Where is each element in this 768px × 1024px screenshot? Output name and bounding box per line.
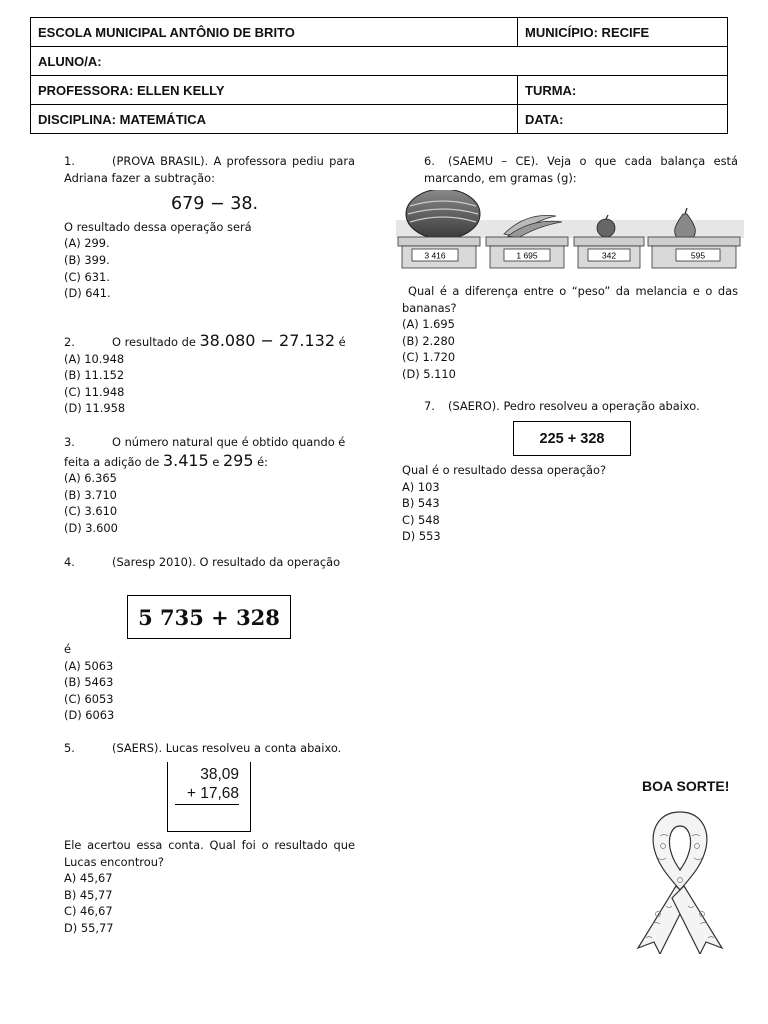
option: (C) 6053 [64, 691, 114, 706]
option: (C) 1.720 [402, 350, 456, 365]
question-2-expression: 38.080 − 27.132 [199, 331, 336, 350]
question-3-stem-cont: feita a adição de 3.415 e 295 é: [64, 450, 269, 470]
option: (A) 10.948 [64, 351, 125, 366]
question-1-stem: 1. (PROVA BRASIL). A professora pediu para Adriana fazer a subtração: [64, 154, 355, 185]
school-name: ESCOLA MUNICIPAL ANTÔNIO DE BRITO [31, 18, 518, 47]
subject-field: DISCIPLINA: MATEMÁTICA [31, 105, 518, 134]
option: (C) 3.610 [64, 504, 118, 519]
option: (A) 5063 [64, 658, 114, 673]
question-3 [64, 434, 355, 537]
option: (B) 5463 [64, 675, 114, 690]
option: (C) 631. [64, 269, 110, 284]
question-5-stem: 5. (SAERS). Lucas resolveu a conta abaixo. [64, 741, 342, 755]
question-7 [424, 398, 738, 415]
option: (A) 299. [64, 236, 110, 251]
question-1 [64, 153, 355, 302]
question-6-prompt: Qual é a diferença entre o “peso” da melancia e o das bananas? [402, 284, 738, 315]
question-3-stem: 3. O número natural que é obtido quando é [64, 435, 346, 449]
scale-1 [398, 237, 480, 268]
question-4 [64, 554, 355, 571]
question-5-calculation [172, 765, 239, 805]
option: (A) 1.695 [402, 317, 455, 332]
option: C) 46,67 [64, 904, 113, 919]
question-6 [424, 153, 738, 186]
option: (D) 5.110 [402, 366, 456, 381]
option: (B) 11.152 [64, 368, 125, 383]
student-field: ALUNO/A: [31, 47, 728, 76]
watermelon-icon [406, 190, 480, 239]
option: (A) 6.365 [64, 471, 117, 486]
apple-icon [597, 215, 615, 237]
option: D) 55,77 [64, 920, 114, 935]
question-3-value-1: 3.415 [162, 450, 209, 470]
option: (D) 6063 [64, 708, 115, 723]
scales-illustration [396, 190, 744, 274]
question-5-answers [64, 837, 355, 937]
closing-message: BOA SORTE! [642, 778, 730, 794]
question-2-stem: 2. O resultado de 38.080 − 27.132 é [64, 331, 346, 350]
question-4-expression: 5 735 + 328 [138, 604, 280, 630]
puzzle-ribbon-icon [630, 806, 730, 954]
question-4-stem: 4. (Saresp 2010). O resultado da operação [64, 555, 341, 569]
scale-3 [574, 237, 644, 268]
option: (B) 3.710 [64, 487, 117, 502]
option: A) 45,67 [64, 871, 113, 886]
question-4-prompt: é [64, 642, 72, 656]
header-table [30, 17, 728, 134]
date-field: DATA: [518, 105, 728, 134]
question-7-expression: 225 + 328 [539, 430, 605, 447]
question-1-prompt: O resultado dessa operação será [64, 219, 252, 234]
teacher-field: PROFESSORA: ELLEN KELLY [31, 76, 518, 105]
question-4-expression-box [127, 595, 291, 639]
question-5 [64, 740, 355, 757]
calc-line-1: 38,09 [200, 766, 239, 783]
option: (B) 399. [64, 252, 110, 267]
question-2 [64, 333, 355, 417]
municipio-field: MUNICÍPIO: RECIFE [518, 18, 728, 47]
scale-4 [648, 237, 740, 268]
option: B) 543 [402, 496, 440, 511]
class-field: TURMA: [518, 76, 728, 105]
option: A) 103 [402, 479, 440, 494]
option: (D) 641. [64, 286, 111, 301]
scale-reading-1: 3 416 [424, 250, 446, 261]
option: B) 45,77 [64, 887, 113, 902]
question-7-answers [402, 462, 738, 545]
question-7-stem: 7. (SAERO). Pedro resolveu a operação abaixo. [424, 399, 700, 413]
option: C) 548 [402, 512, 440, 527]
option: (B) 2.280 [402, 333, 455, 348]
calc-line-2: + 17,68 [186, 785, 239, 802]
option: (D) 11.958 [64, 401, 126, 416]
calc-result-line [175, 804, 239, 805]
question-7-expression-box [513, 421, 631, 456]
question-5-prompt: Ele acertou essa conta. Qual foi o resultado que Lucas encontrou? [64, 838, 355, 869]
scale-reading-2: 1 695 [516, 250, 538, 261]
question-4-answers [64, 641, 355, 724]
scale-reading-4: 595 [690, 250, 706, 261]
question-6-stem: 6. (SAEMU – CE). Veja o que cada balança está marcando, em gramas (g): [424, 154, 738, 185]
question-3-value-2: 295 [223, 450, 254, 470]
question-6-answers [402, 283, 738, 383]
scale-reading-3: 342 [601, 250, 617, 261]
question-7-prompt: Qual é o resultado dessa operação? [402, 463, 607, 477]
pear-icon [675, 208, 696, 240]
scale-2 [486, 237, 568, 268]
option: (C) 11.948 [64, 384, 125, 399]
option: D) 553 [402, 529, 441, 544]
option: (D) 3.600 [64, 520, 118, 535]
question-1-expression: 679 − 38. [171, 194, 259, 215]
